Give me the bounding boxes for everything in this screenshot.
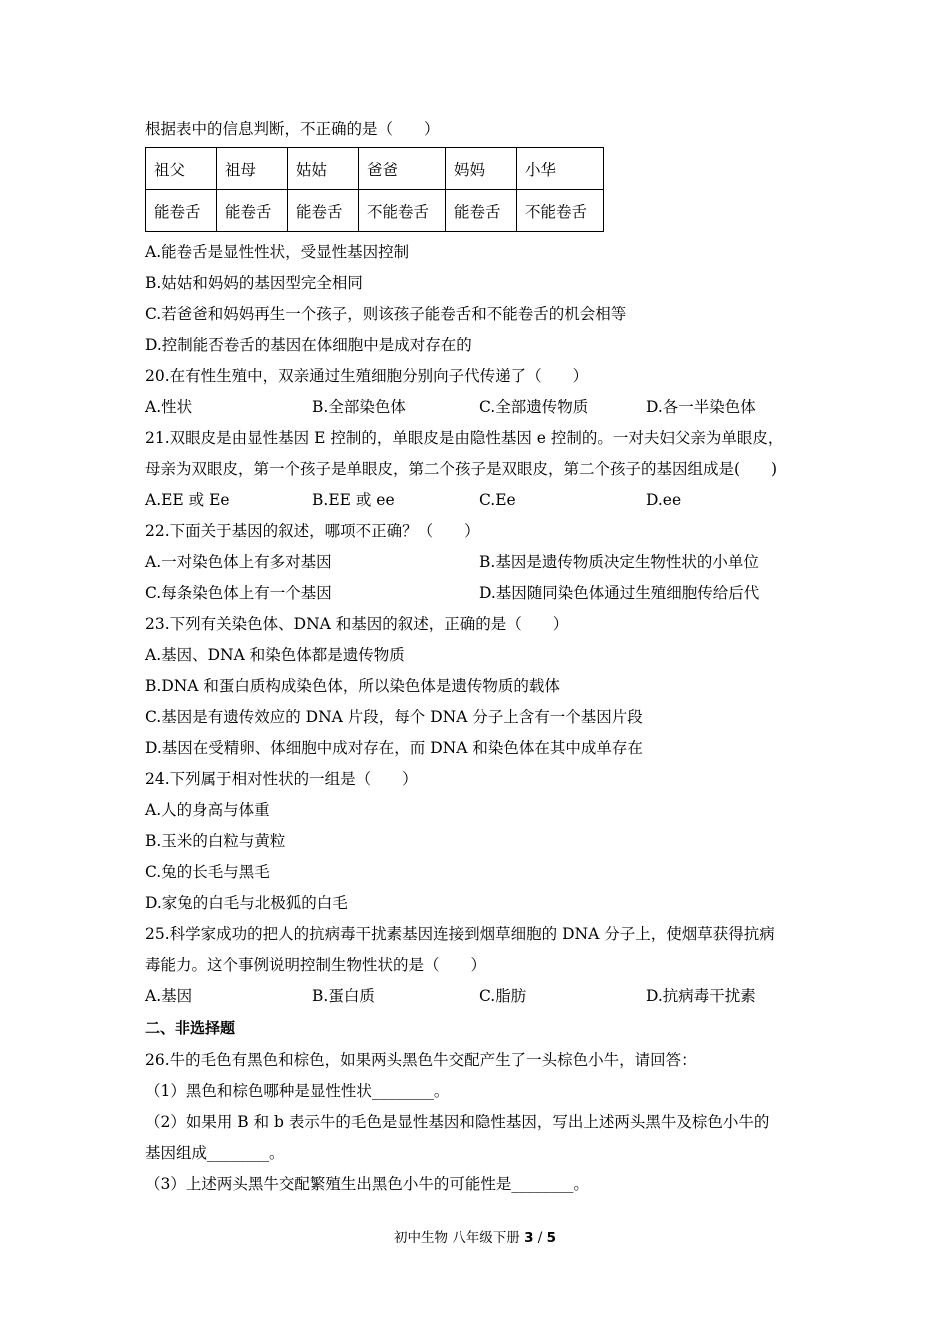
q21-stem-line1: 21.双眼皮是由显性基因 E 控制的，单眼皮是由隐性基因 e 控制的。一对夫妇父亲为单眼皮，: [145, 429, 784, 447]
q22-option-a: A.一对染色体上有多对基因: [145, 553, 332, 571]
q22-stem: 22.下面关于基因的叙述，哪项不正确？（ ）: [145, 522, 480, 540]
table-header-cell: 爸爸: [359, 148, 446, 190]
q23-option-b: B.DNA 和蛋白质构成染色体，所以染色体是遗传物质的载体: [145, 677, 560, 695]
q20-option-d: D.各一半染色体: [646, 398, 756, 416]
q23-option-a: A.基因、DNA 和染色体都是遗传物质: [145, 646, 405, 664]
q23-stem: 23.下列有关染色体、DNA 和基因的叙述，正确的是（ ）: [145, 615, 569, 633]
q23-option-d: D.基因在受精卵、体细胞中成对存在，而 DNA 和染色体在其中成单存在: [145, 739, 643, 757]
table-header-cell: 祖父: [146, 148, 217, 190]
footer-page-number: 3: [524, 1230, 534, 1246]
q19-option-d: D.控制能否卷舌的基因在体细胞中是成对存在的: [145, 336, 472, 354]
q20-option-b: B.全部染色体: [312, 398, 406, 416]
table-header-cell: 祖母: [217, 148, 288, 190]
q21-option-b: B.EE 或 ee: [312, 491, 395, 509]
q21-option-d: D.ee: [646, 491, 682, 509]
q22-option-d: D.基因随同染色体通过生殖细胞传给后代: [479, 584, 760, 602]
q22-option-c: C.每条染色体上有一个基因: [145, 584, 332, 602]
table-header-cell: 妈妈: [446, 148, 517, 190]
q26-stem: 26.牛的毛色有黑色和棕色，如果两头黑色牛交配产生了一头棕色小牛，请回答：: [145, 1051, 697, 1069]
q25-option-a: A.基因: [145, 987, 193, 1005]
table-header-cell: 姑姑: [288, 148, 359, 190]
q20-stem: 20.在有性生殖中，双亲通过生殖细胞分别向子代传递了（ ）: [145, 367, 589, 385]
q25-option-d: D.抗病毒干扰素: [646, 987, 756, 1005]
table-cell: 能卷舌: [288, 190, 359, 232]
q26-part2-line2: 基因组成________。: [145, 1144, 285, 1162]
q26-part2-line1: （2）如果用 B 和 b 表示牛的毛色是显性基因和隐性基因，写出上述两头黑牛及棕色小牛的: [145, 1113, 770, 1131]
footer-title: 初中生物 八年级下册: [393, 1230, 520, 1246]
table-cell: 能卷舌: [446, 190, 517, 232]
q21-option-a: A.EE 或 Ee: [145, 491, 230, 509]
table-row: [146, 190, 604, 232]
table-intro: 根据表中的信息判断，不正确的是（ ）: [145, 120, 440, 138]
table-cell: 不能卷舌: [359, 190, 446, 232]
trait-table: [145, 147, 604, 232]
q19-option-b: B.姑姑和妈妈的基因型完全相同: [145, 274, 363, 292]
q24-option-c: C.兔的长毛与黑毛: [145, 863, 270, 881]
q25-option-b: B.蛋白质: [312, 987, 375, 1005]
table-cell: 不能卷舌: [517, 190, 604, 232]
q24-option-b: B.玉米的白粒与黄粒: [145, 832, 286, 850]
q20-option-c: C.全部遗传物质: [479, 398, 589, 416]
q24-option-d: D.家兔的白毛与北极狐的白毛: [145, 894, 348, 912]
page-footer: [0, 1226, 950, 1246]
section-heading: 二、非选择题: [145, 1019, 236, 1037]
q23-option-c: C.基因是有遗传效应的 DNA 片段，每个 DNA 分子上含有一个基因片段: [145, 708, 643, 726]
q25-option-c: C.脂肪: [479, 987, 527, 1005]
table-header-cell: 小华: [517, 148, 604, 190]
q26-part1: （1）黑色和棕色哪种是显性性状________。: [145, 1082, 450, 1100]
q24-option-a: A.人的身高与体重: [145, 801, 270, 819]
table-cell: 能卷舌: [217, 190, 288, 232]
footer-page-total: 5: [546, 1230, 557, 1246]
table-cell: 能卷舌: [146, 190, 217, 232]
q19-option-a: A.能卷舌是显性性状，受显性基因控制: [145, 243, 410, 261]
q25-stem-line2: 毒能力。这个事例说明控制生物性状的是（ ）: [145, 956, 487, 974]
q26-part3: （3）上述两头黑牛交配繁殖生出黑色小牛的可能性是________。: [145, 1175, 589, 1193]
q21-stem-line2: 母亲为双眼皮，第一个孩子是单眼皮，第二个孩子是双眼皮，第二个孩子的基因组成是( ): [145, 460, 778, 478]
table-row: [146, 148, 604, 190]
q22-option-b: B.基因是遗传物质决定生物性状的小单位: [479, 553, 759, 571]
q20-option-a: A.性状: [145, 398, 193, 416]
footer-separator: /: [537, 1230, 543, 1246]
q25-stem-line1: 25.科学家成功的把人的抗病毒干扰素基因连接到烟草细胞的 DNA 分子上，使烟草获得抗病: [145, 925, 775, 943]
q21-option-c: C.Ee: [479, 491, 516, 509]
q24-stem: 24.下列属于相对性状的一组是（ ）: [145, 770, 418, 788]
q19-option-c: C.若爸爸和妈妈再生一个孩子，则该孩子能卷舌和不能卷舌的机会相等: [145, 305, 627, 323]
